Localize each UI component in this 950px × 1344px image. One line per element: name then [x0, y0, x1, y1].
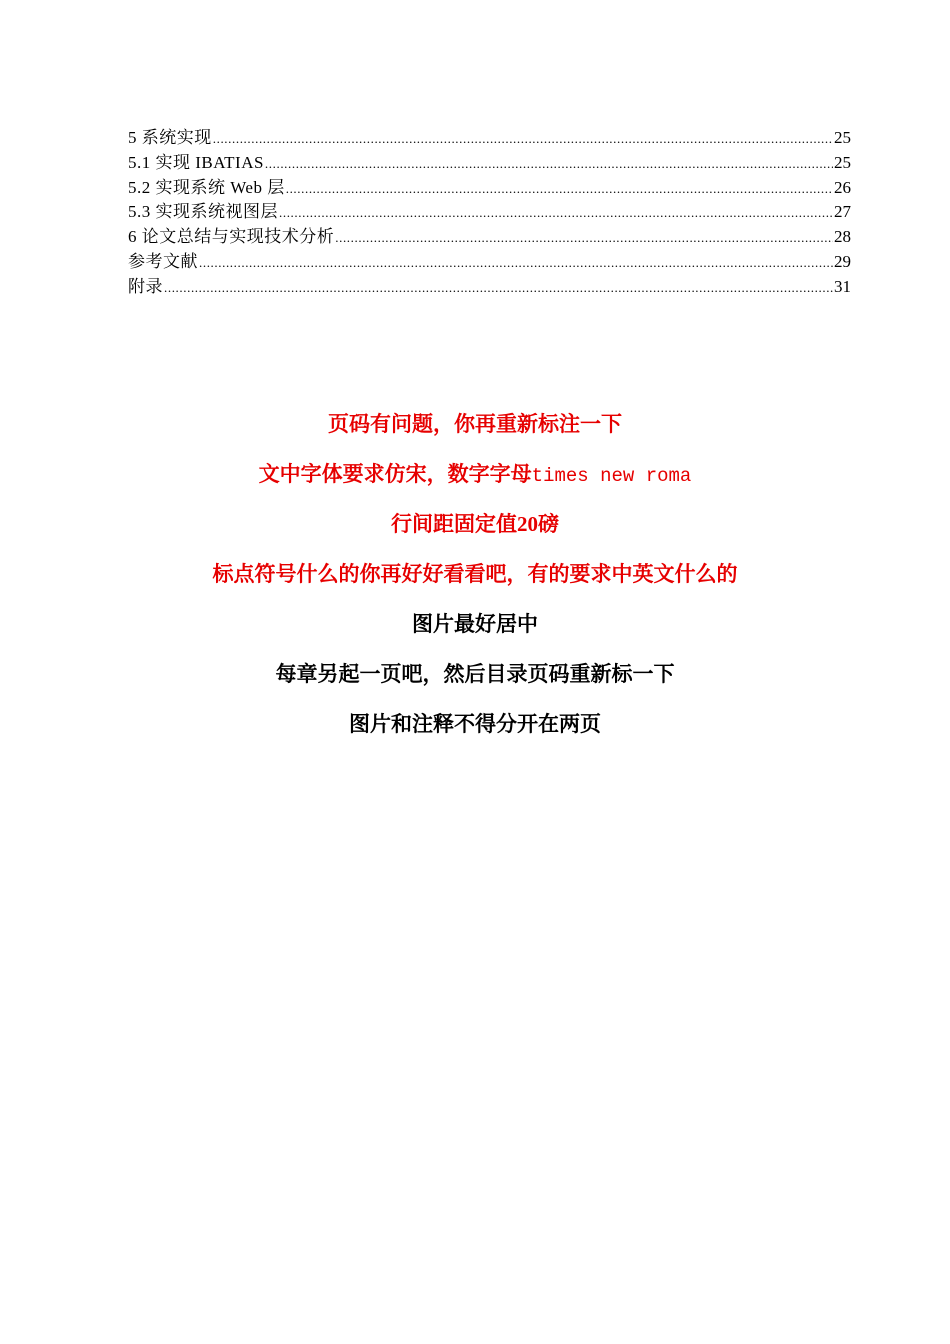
- review-comment-text: 每章另起一页吧，然后目录页码重新标一下: [275, 662, 675, 686]
- toc-entry: [128, 275, 851, 300]
- toc-entry-title: 5 系统实现: [128, 128, 212, 147]
- table-of-contents: [128, 126, 851, 300]
- review-comment-font: [0, 457, 950, 507]
- toc-entry-page: 31: [834, 276, 851, 296]
- toc-entry: [128, 250, 851, 275]
- toc-dot-leader: [164, 276, 833, 301]
- toc-entry-page: 25: [834, 128, 851, 147]
- review-comment-text: 文中字体要求仿宋，数字字母: [258, 462, 532, 486]
- toc-dot-leader: [213, 127, 833, 152]
- review-comments: [0, 407, 950, 757]
- toc-entry-title: 5.2 实现系统 Web 层: [128, 177, 285, 197]
- toc-entry: [128, 151, 851, 176]
- toc-entry-title: 附录: [128, 276, 163, 296]
- review-comment-text: 图片最好居中: [412, 612, 538, 636]
- toc-entry-title: 6 论文总结与实现技术分析: [128, 227, 335, 247]
- toc-entry-page: 25: [834, 152, 851, 172]
- toc-dot-leader: [265, 152, 833, 177]
- toc-entry: [128, 225, 851, 250]
- toc-entry-title: 5.1 实现 IBATIAS: [128, 152, 264, 172]
- toc-entry-page: 29: [834, 251, 851, 271]
- toc-entry-page: 26: [834, 177, 851, 197]
- review-comment-text: 图片和注释不得分开在两页: [349, 712, 601, 736]
- toc-dot-leader: [199, 251, 833, 276]
- review-comment-image-captions: [0, 707, 950, 757]
- review-comment-text: 标点符号什么的你再好好看看吧，有的要求中英文什么的: [212, 562, 738, 586]
- review-comment-text: 页码有问题，你再重新标注一下: [328, 412, 622, 436]
- toc-entry: [128, 200, 851, 225]
- review-comment-punctuation: [0, 557, 950, 607]
- review-comment-text: 行间距固定值20磅: [391, 512, 559, 536]
- toc-entry-title: 5.3 实现系统视图层: [128, 202, 278, 222]
- toc-entry-page: 27: [834, 202, 851, 222]
- toc-entry-page: 28: [834, 227, 851, 247]
- review-comment-chapter-pages: [0, 657, 950, 707]
- toc-entry-title: 参考文献: [128, 251, 198, 271]
- toc-entry: [128, 126, 851, 151]
- review-comment-page-numbers: [0, 407, 950, 457]
- toc-dot-leader: [279, 201, 833, 226]
- review-comment-line-spacing: [0, 507, 950, 557]
- toc-dot-leader: [286, 177, 833, 202]
- toc-entry: [128, 176, 851, 201]
- review-comment-center-images: [0, 607, 950, 657]
- review-comment-font-name: times new roma: [531, 465, 692, 487]
- toc-dot-leader: [335, 226, 833, 251]
